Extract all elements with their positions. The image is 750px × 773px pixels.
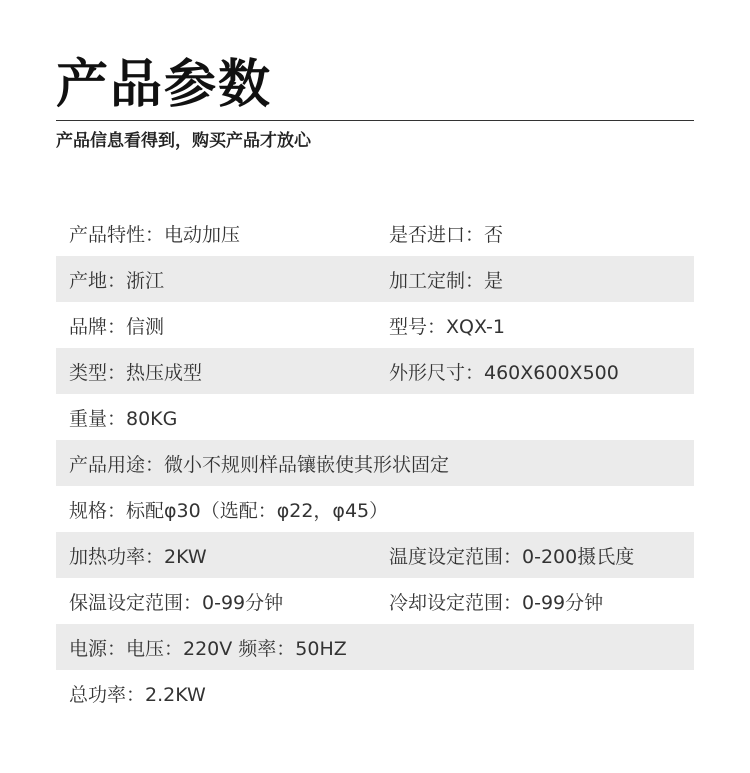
spec-row	[56, 256, 694, 302]
spec-power-supply: 电源：电压：220V 频率：50HZ	[69, 637, 347, 660]
spec-cooling-time: 冷却设定范围：0-99分钟	[389, 591, 604, 614]
spec-row	[56, 348, 694, 394]
spec-type: 类型：热压成型	[69, 361, 203, 384]
spec-weight: 重量：80KG	[69, 407, 178, 430]
spec-product-feature: 产品特性：电动加压	[69, 223, 241, 246]
spec-row	[56, 670, 694, 716]
spec-total-power: 总功率：2.2KW	[69, 683, 206, 706]
spec-dimensions: 外形尺寸：460X600X500	[389, 361, 619, 384]
page-title: 产品参数	[56, 55, 273, 115]
spec-usage: 产品用途：微小不规则样品镶嵌使其形状固定	[69, 453, 450, 476]
spec-temperature-range: 温度设定范围：0-200摄氏度	[389, 545, 635, 568]
spec-heating-power: 加热功率：2KW	[69, 545, 207, 568]
spec-holding-time: 保温设定范围：0-99分钟	[69, 591, 284, 614]
spec-row	[56, 210, 694, 256]
spec-row	[56, 302, 694, 348]
spec-imported: 是否进口：否	[389, 223, 504, 246]
spec-row	[56, 532, 694, 578]
title-divider	[56, 120, 694, 121]
spec-specification: 规格：标配φ30（选配：φ22，φ45）	[69, 499, 389, 522]
spec-brand: 品牌：信测	[69, 315, 165, 338]
spec-row	[56, 394, 694, 440]
spec-customizable: 加工定制：是	[389, 269, 504, 292]
spec-row	[56, 486, 694, 532]
page-subtitle: 产品信息看得到，购买产品才放心	[56, 131, 311, 151]
spec-row	[56, 624, 694, 670]
spec-row	[56, 440, 694, 486]
spec-table	[56, 210, 694, 716]
spec-model: 型号：XQX-1	[389, 315, 505, 338]
spec-row	[56, 578, 694, 624]
spec-origin: 产地：浙江	[69, 269, 165, 292]
